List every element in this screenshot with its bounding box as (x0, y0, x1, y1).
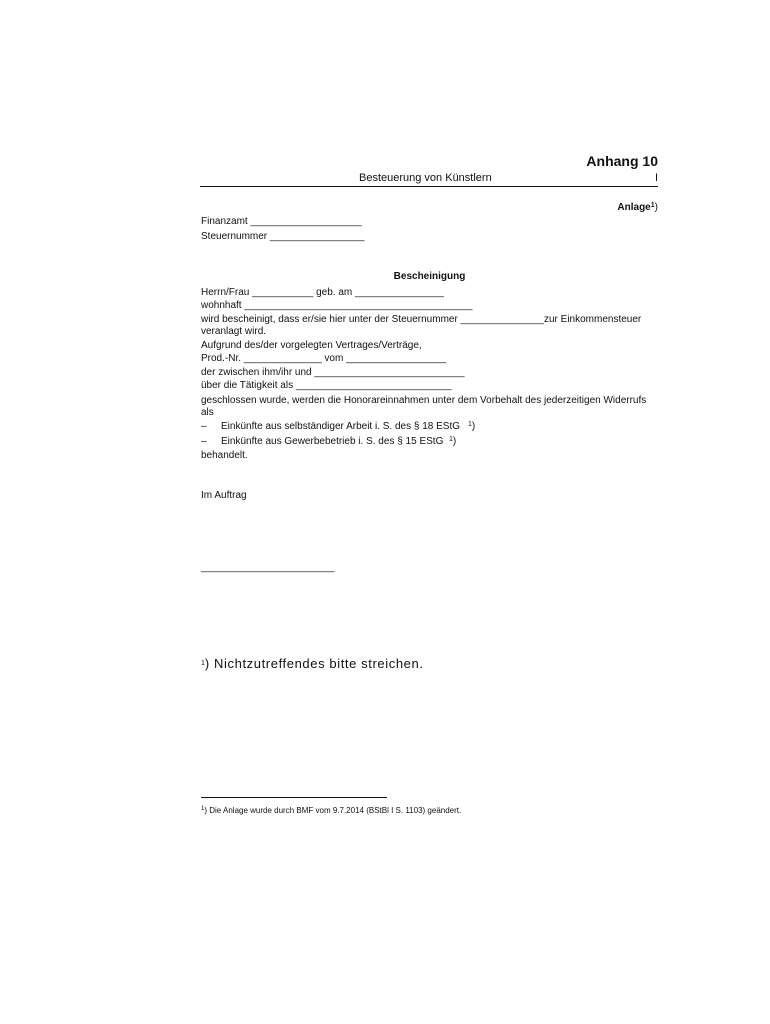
income-option-self-employed (201, 420, 461, 433)
dash: – (201, 421, 207, 432)
finanzamt-field: Finanzamt ____________________ (201, 216, 362, 227)
line-production-number: Prod.-Nr. ______________ vom __________________ (201, 353, 447, 364)
line-as: als (201, 407, 214, 418)
line-name-birthdate: Herrn/Frau ___________ geb. am ________________ (201, 287, 444, 298)
income-option-business (201, 435, 444, 448)
line-activity: über die Tätigkeit als ____________________________ (201, 380, 452, 391)
note-text: ) Nichtzutreffendes bitte streichen. (204, 656, 424, 671)
strike-note (201, 656, 424, 672)
footnote-marker: 1 (449, 436, 453, 443)
footnote-marker: 1 (201, 806, 205, 812)
footnote-marker: 1 (468, 421, 472, 428)
running-title: Besteuerung von Künstlern (359, 172, 492, 184)
certificate-heading: Bescheinigung (393, 271, 466, 282)
attachment-label (560, 201, 658, 214)
footnote-text: ) Die Anlage wurde durch BMF vom 9.7.2014 (BStBl I S. 1103) geändert. (204, 806, 462, 815)
line-residence: wohnhaft _________________________________________ (201, 300, 473, 311)
option-text: Einkünfte aus selbständiger Arbeit i. S. des § 18 EStG (221, 421, 461, 432)
paren: ) (452, 436, 457, 447)
income-option-self-employed-note (468, 420, 475, 433)
dash: – (201, 436, 207, 447)
line-treated: behandelt. (201, 450, 248, 461)
attachment-text: Anlage (617, 202, 651, 213)
line-contract: Aufgrund des/der vorgelegten Vertrages/Verträge, (201, 340, 422, 351)
line-between: der zwischen ihm/ihr und ___________________________ (201, 367, 465, 378)
on-behalf-label: Im Auftrag (201, 490, 247, 501)
signature-line: ________________________ (201, 562, 335, 573)
steuernummer-field: Steuernummer _________________ (201, 231, 365, 242)
attachment-paren: ) (654, 202, 658, 213)
roman-numeral: I (654, 172, 658, 184)
paren: ) (471, 421, 476, 432)
line-assessed: veranlagt wird. (201, 326, 267, 337)
attachment-footnote-marker: 1 (650, 202, 655, 209)
footnote (201, 805, 461, 816)
footnote-rule (201, 797, 387, 798)
note-marker: 1 (201, 660, 205, 667)
option-text: Einkünfte aus Gewerbebetrieb i. S. des § 15 EStG (221, 436, 444, 447)
line-tax-number: wird bescheinigt, dass er/sie hier unter der Steuernummer _______________zur Einkommensteuer (201, 314, 642, 325)
line-concluded: geschlossen wurde, werden die Honorareinnahmen unter dem Vorbehalt des jederzeitigen Widerrufs (201, 395, 647, 406)
appendix-number: Anhang 10 (586, 153, 658, 169)
income-option-business-note (449, 435, 456, 448)
header-rule (200, 186, 658, 187)
